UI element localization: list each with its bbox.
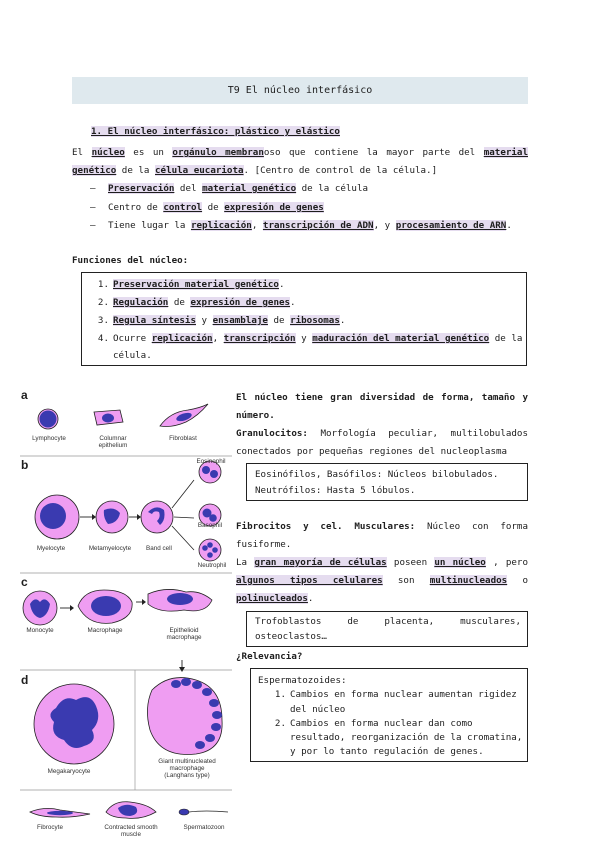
text: de la <box>489 333 523 344</box>
label-giant: Giant multinucleated macrophage (Langhans type) <box>158 758 216 779</box>
neutrophil-cell <box>199 539 221 561</box>
diversity-line-1: El núcleo tiene gran diversidad de forma, tamaño y <box>236 392 528 403</box>
hl: replicación <box>151 333 213 344</box>
hl-organulo: orgánulo membran <box>172 147 264 158</box>
panel-letter-b: b <box>21 458 29 472</box>
fibroblast-cell <box>160 404 208 427</box>
text: Cambios en forma nuclear aumentan rigidez <box>290 689 517 700</box>
label-bandcell: Band cell <box>146 545 172 552</box>
box2-line-2: osteoclastos… <box>255 631 327 642</box>
text: . <box>290 297 296 308</box>
mayoria-line-2 <box>236 575 528 586</box>
box3-item-1-line-2: del núcleo <box>290 704 346 715</box>
hl: procesamiento de ARN <box>395 220 507 231</box>
label-macrophage: Macrophage <box>87 627 123 634</box>
text: . <box>506 220 512 231</box>
label-neutrophil: Neutrophil <box>197 562 227 569</box>
fibrocitos-line-2: fusiforme. <box>236 539 292 550</box>
dash: – <box>90 183 96 194</box>
granulocitos-line-2: conectados por pequeñas regiones del nucleoplasma <box>236 446 508 457</box>
fibrocitos-line-1 <box>236 521 528 532</box>
text: , <box>212 333 224 344</box>
myelocyte-cell <box>35 495 79 539</box>
text: de la <box>116 165 155 176</box>
intro-line-2 <box>72 165 437 176</box>
funcion-4-cont: célula. <box>113 350 152 361</box>
band-cell <box>141 501 173 533</box>
label-fibrocyte: Fibrocyte <box>37 824 63 831</box>
text: de <box>267 315 291 326</box>
text: , <box>251 220 263 231</box>
panel-letter-d: d <box>21 673 29 687</box>
cell-figure <box>0 380 240 848</box>
text: de <box>168 297 191 308</box>
text: de <box>202 202 225 213</box>
label-basophil: Basophil <box>197 522 223 529</box>
label-smoothmuscle: Contracted smooth muscle <box>104 824 158 838</box>
lymphocyte-cell <box>38 409 58 429</box>
label-monocyte: Monocyte <box>26 627 54 634</box>
text: Tiene lugar la <box>108 220 191 231</box>
label-myelocyte: Myelocyte <box>36 545 66 552</box>
box1-line-1: Eosinófilos, Basófilos: Núcleos bilobulados. <box>255 469 499 480</box>
box3-item-1-line-1 <box>270 689 517 700</box>
relevancia-heading: ¿Relevancia? <box>236 651 303 662</box>
label-lymphocyte: Lymphocyte <box>32 435 66 442</box>
bullet-3 <box>90 220 512 231</box>
section-heading <box>91 126 340 137</box>
hl-nucleo: núcleo <box>91 147 125 158</box>
text: de la célula <box>296 183 369 194</box>
funcion-2 <box>93 297 296 308</box>
text: oso que contiene la mayor parte del <box>263 147 476 158</box>
hl: polinucleados <box>236 593 308 604</box>
text: Núcleo con forma <box>426 521 528 532</box>
diversity-line-2: número. <box>236 410 275 421</box>
page-title: T9 El núcleo interfásico <box>227 85 373 96</box>
text: es un <box>133 147 164 158</box>
section-heading-text: 1. El núcleo interfásico: plástico y elástico <box>91 126 340 137</box>
hl: material genético <box>202 183 297 194</box>
hl: expresión de genes <box>224 202 324 213</box>
text: poseen <box>393 557 435 568</box>
bold-term: Granulocitos: <box>236 428 308 439</box>
text: El <box>72 147 84 158</box>
num: 2. <box>97 297 109 308</box>
box2-line-1: Trofoblastos de placenta, musculares, <box>255 616 521 627</box>
text: . <box>339 315 346 326</box>
hl: ensamblaje <box>212 315 268 326</box>
num: 1. <box>274 689 286 700</box>
hl: un núcleo <box>434 557 486 568</box>
hl: gran mayoría de células <box>254 557 387 568</box>
label-metamyelocyte: Metamyelocyte <box>88 545 132 552</box>
arrow-head <box>92 514 96 520</box>
spermatozoon-cell <box>179 809 228 815</box>
arrow-head <box>70 605 74 611</box>
bold-term: Fibrocitos y cel. Musculares: <box>236 521 416 532</box>
mayoria-line-3 <box>236 593 313 604</box>
text: y <box>295 333 313 344</box>
mayoria-line-1 <box>236 557 528 568</box>
hl: Preservación material genético <box>113 279 279 290</box>
text: Ocurre <box>113 333 152 344</box>
title-bar <box>72 77 528 104</box>
hl: Preservación <box>108 183 175 194</box>
hl: transcripción <box>223 333 296 344</box>
intro-line-1 <box>72 147 528 158</box>
text: La <box>236 557 255 568</box>
hl: algunos tipos celulares <box>236 575 383 586</box>
bullet-2 <box>90 202 324 213</box>
macrophage-cell <box>78 590 132 623</box>
text: , y <box>373 220 396 231</box>
num: 3. <box>97 315 109 326</box>
funcion-3 <box>93 315 345 326</box>
megakaryocyte-cell <box>34 684 114 764</box>
hl: maduración del material genético <box>312 333 490 344</box>
text: . [Centro de control de la célula.] <box>243 165 438 176</box>
panel-letter-c: c <box>21 575 28 589</box>
text: . <box>307 593 314 604</box>
smooth-muscle-cell <box>106 802 156 819</box>
funcion-4 <box>93 333 522 344</box>
arrow-head <box>179 667 185 672</box>
text: del <box>174 183 203 194</box>
metamyelocyte-cell <box>96 501 128 533</box>
panel-letter-a: a <box>21 388 28 402</box>
giant-macrophage-cell <box>147 678 222 755</box>
label-columnar: Columnar epithelium <box>98 435 128 449</box>
hl-material: material <box>483 147 528 158</box>
label-spermatozoon: Spermatozoon <box>183 824 225 831</box>
box1-line-2: Neutrófilos: Hasta 5 lóbulos. <box>255 485 416 496</box>
text: y <box>195 315 213 326</box>
text: . <box>278 279 285 290</box>
label-megakaryocyte: Megakaryocyte <box>47 768 91 775</box>
num: 4. <box>97 333 109 344</box>
hl-genetico: genético <box>72 165 117 176</box>
box3-item-2-line-2: resultado, reorganización de la cromatina, <box>290 732 523 743</box>
hl: expresión de genes <box>190 297 291 308</box>
hl: control <box>163 202 203 213</box>
text: Centro de <box>108 202 164 213</box>
fibrocyte-cell <box>30 808 90 817</box>
text: Cambios en forma nuclear dan como <box>290 718 473 729</box>
label-epithelioid: Epithelioid macrophage <box>166 627 202 641</box>
monocyte-cell <box>23 591 57 625</box>
epithelioid-cell <box>148 589 212 611</box>
text: son <box>397 575 430 586</box>
text: o <box>522 575 528 586</box>
box3-head: Espermatozoides: <box>258 675 347 686</box>
box3-item-2-line-1 <box>270 718 473 729</box>
num: 2. <box>274 718 286 729</box>
funciones-heading: Funciones del núcleo: <box>72 255 189 266</box>
hl-celula: célula eucariota <box>155 165 244 176</box>
hl: multinucleados <box>429 575 508 586</box>
granulocitos-line-1 <box>236 428 528 439</box>
dash: – <box>90 202 96 213</box>
columnar-cell <box>94 410 123 425</box>
box3-item-2-line-3: y por lo tanto regulación de genes. <box>290 746 484 757</box>
arrow-head <box>137 514 141 520</box>
text: Morfología peculiar, multilobulados <box>320 428 528 439</box>
label-fibroblast: Fibroblast <box>169 435 197 442</box>
text: , pero <box>493 557 528 568</box>
num: 1. <box>97 279 109 290</box>
hl: replicación <box>190 220 252 231</box>
arrow <box>174 517 194 518</box>
hl: Regula síntesis <box>113 315 196 326</box>
label-eosinophil: Eosinophil <box>196 458 226 465</box>
dash: – <box>90 220 96 231</box>
hl: Regulación <box>113 297 169 308</box>
hl: ribosomas <box>290 315 340 326</box>
arrow <box>172 480 194 508</box>
arrow-head <box>142 599 146 605</box>
funcion-1 <box>93 279 285 290</box>
hl: transcripción de ADN <box>262 220 374 231</box>
bullet-1 <box>90 183 368 194</box>
